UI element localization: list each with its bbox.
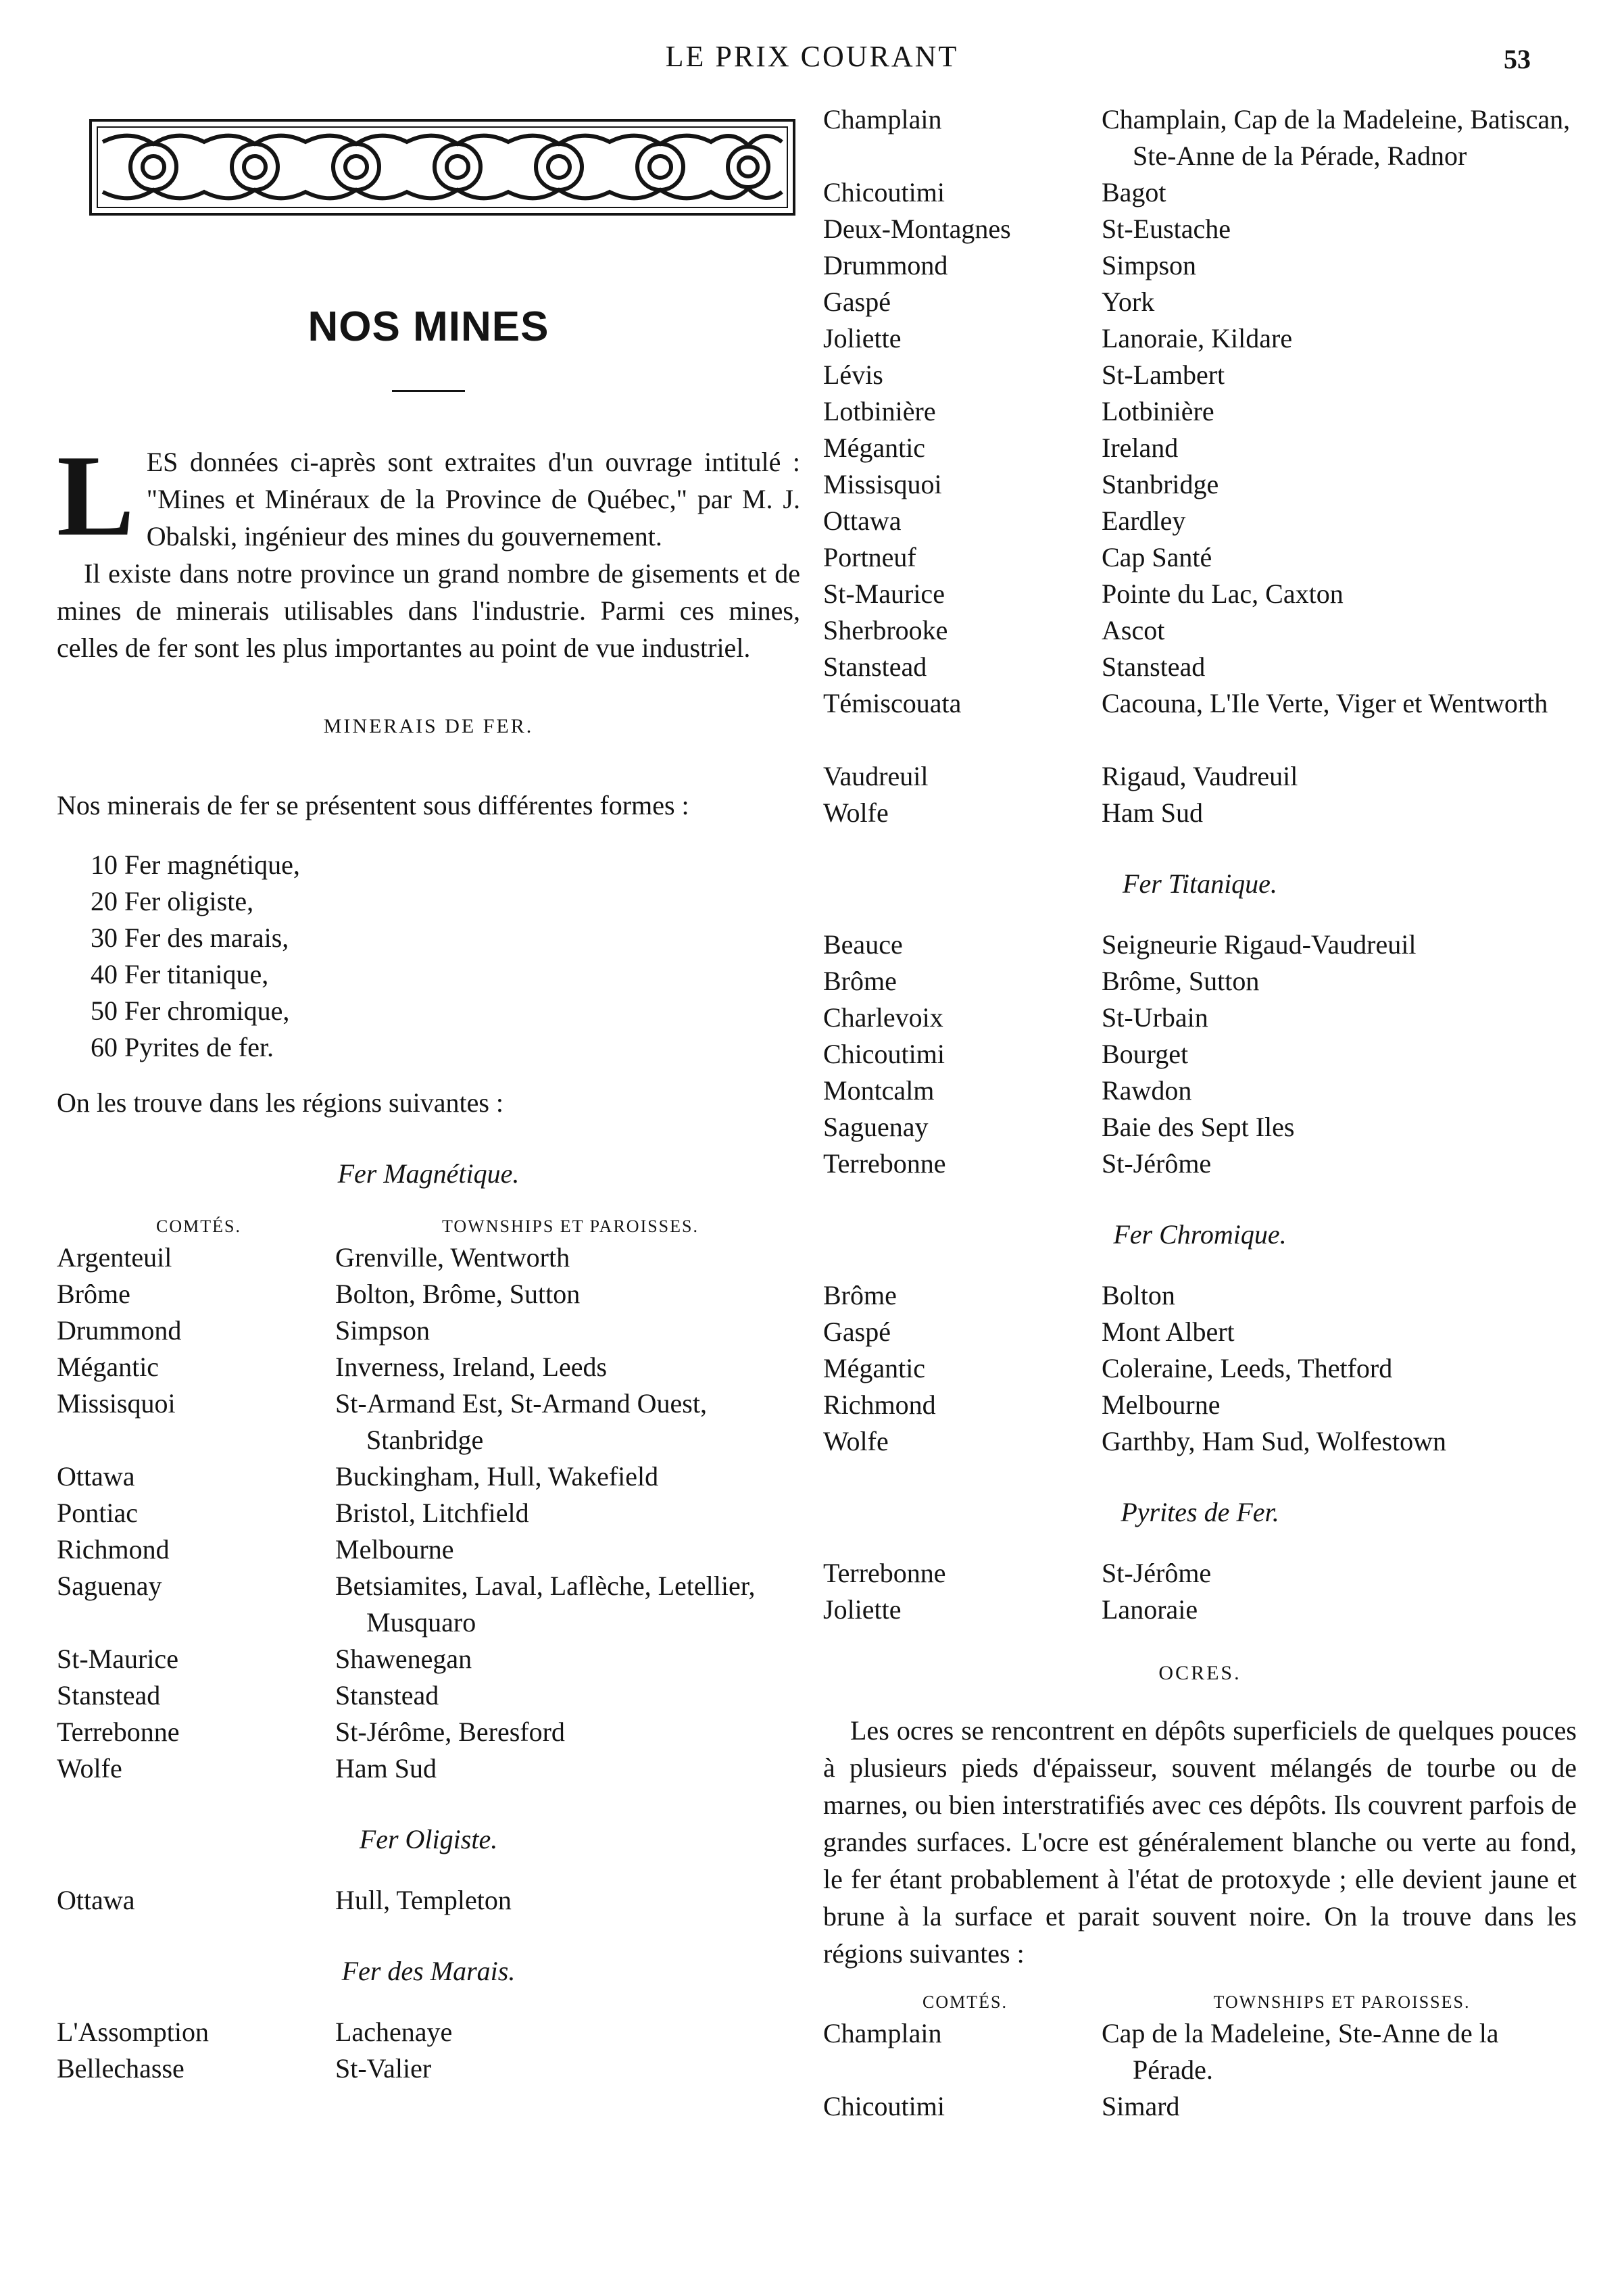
list-item: 50 Fer chromique, — [91, 995, 290, 1026]
township-cell: Pointe du Lac, Caxton — [1102, 579, 1344, 609]
township-cell: Ham Sud — [1102, 797, 1203, 828]
township-cell: Mont Albert — [1102, 1316, 1235, 1347]
county-cell: Mégantic — [823, 1353, 926, 1383]
township-cell: Ascot — [1102, 615, 1165, 645]
county-cell: Champlain — [823, 2018, 942, 2048]
table-row — [823, 1000, 1416, 1036]
table-row — [823, 284, 1577, 320]
ocres-heading: OCRES. — [1158, 1662, 1241, 1684]
spacer-row — [823, 722, 1577, 758]
township-cell: St-Valier — [335, 2053, 432, 2084]
table-row — [823, 1350, 1446, 1387]
fer-chromique-table — [823, 1277, 1446, 1460]
ornamental-header-band — [89, 115, 795, 220]
county-cell: Missisquoi — [57, 1388, 176, 1419]
table-row — [823, 1555, 1211, 1592]
township-cell: St-Jérôme — [1102, 1558, 1212, 1588]
township-cell: Ireland — [1102, 433, 1179, 463]
township-cell: Garthby, Ham Sud, Wolfestown — [1102, 1426, 1447, 1456]
county-cell: Terrebonne — [823, 1558, 946, 1588]
column-headings — [57, 1216, 800, 1237]
county-cell: Terrebonne — [823, 1148, 946, 1179]
list-item: 30 Fer des marais, — [91, 922, 289, 953]
county-cell: Drummond — [57, 1315, 182, 1346]
table-row — [57, 1714, 800, 1750]
fer-magnetique-table-left — [57, 1239, 800, 1787]
county-cell: Mégantic — [57, 1352, 159, 1382]
right-column — [823, 101, 1577, 2125]
table-row — [823, 795, 1577, 831]
township-cell: York — [1102, 287, 1155, 317]
table-row — [57, 1531, 800, 1568]
township-cell: Buckingham, Hull, Wakefield — [335, 1461, 659, 1492]
county-cell: Bellechasse — [57, 2053, 184, 2084]
township-cell: Simpson — [335, 1315, 430, 1346]
table-row — [823, 927, 1416, 963]
minerais-heading: MINERAIS DE FER. — [323, 715, 534, 737]
table-row — [57, 1882, 512, 1919]
county-cell: Terrebonne — [57, 1717, 180, 1747]
county-cell: Wolfe — [57, 1753, 122, 1783]
township-cell: Champlain, Cap de la Madeleine, Batiscan, Ste-Anne de la Pérade, Radnor — [1102, 104, 1571, 171]
table-row — [823, 1146, 1416, 1182]
table-row — [823, 685, 1577, 722]
township-cell: Bristol, Litchfield — [335, 1498, 529, 1528]
forms-list — [91, 847, 800, 1066]
table-row — [823, 466, 1577, 503]
township-cell: Baie des Sept Iles — [1102, 1112, 1295, 1142]
township-cell: St-Jérôme, Beresford — [335, 1717, 565, 1747]
running-header-title: LE PRIX COURANT — [665, 40, 959, 73]
table-row — [823, 576, 1577, 612]
township-cell: St-Lambert — [1102, 360, 1225, 390]
township-cell: Shawenegan — [335, 1644, 472, 1674]
fer-chromique-heading: Fer Chromique. — [1113, 1219, 1287, 1250]
county-cell: Témiscouata — [823, 688, 962, 718]
county-cell: Stanstead — [57, 1680, 161, 1710]
township-cell: Melbourne — [1102, 1389, 1221, 1420]
township-cell: Ham Sud — [335, 1753, 437, 1783]
counties-heading: COMTÉS. — [156, 1216, 241, 1236]
table-row — [823, 1592, 1211, 1628]
county-cell: St-Maurice — [823, 579, 945, 609]
township-cell: St-Eustache — [1102, 214, 1231, 244]
table-row — [57, 1276, 800, 1312]
county-cell: Gaspé — [823, 1316, 891, 1347]
table-row — [823, 1109, 1416, 1146]
table-row — [57, 1239, 800, 1276]
county-cell: L'Assomption — [57, 2017, 209, 2047]
ocres-column-headings — [823, 1992, 1577, 2013]
ocres-paragraph: Les ocres se rencontrent en dépôts superficiels de quelques pouces à plusieurs pieds d'épaisseur, souvent mélangés de tourbe ou de marnes, ou bien interstratifiés avec ces dépôts. Ils couvrent parfois de grandes surfaces. L'ocre est généralement blanche ou verte au fond, le fer étant probablement à l'état de protoxyde ; elle devient jaune et brune à la surface et parait souvent noire. On la trouve dans les régions suivantes : — [823, 1715, 1577, 1969]
township-cell: Rawdon — [1102, 1075, 1192, 1106]
fer-des-marais-heading: Fer des Marais. — [341, 1956, 516, 1986]
county-cell: Joliette — [823, 323, 902, 353]
table-row — [57, 2014, 452, 2050]
table-row — [57, 1568, 800, 1641]
township-cell: Simpson — [1102, 250, 1197, 280]
regions-intro: On les trouve dans les régions suivantes : — [57, 1087, 503, 1118]
intro-text: ES données ci-après sont extraites d'un ouvrage intitulé : "Mines et Minéraux de la Province de Québec," par M. J. Obalski, ingénieur des mines du gouvernement. — [146, 447, 800, 551]
fer-oligiste-heading: Fer Oligiste. — [359, 1824, 498, 1854]
table-row — [823, 612, 1577, 649]
county-cell: Beauce — [823, 929, 903, 960]
table-row — [823, 320, 1577, 357]
table-row — [823, 2088, 1577, 2125]
township-cell: Cap de la Madeleine, Ste-Anne de la Pérade. — [1102, 2018, 1499, 2085]
township-cell: Bolton, Brôme, Sutton — [335, 1279, 581, 1309]
county-cell: Brôme — [823, 966, 897, 996]
township-cell: Eardley — [1102, 506, 1186, 536]
township-cell: Stanbridge — [1102, 469, 1219, 499]
table-row — [57, 1641, 800, 1677]
township-cell: Hull, Templeton — [335, 1885, 512, 1915]
table-row — [57, 2050, 452, 2087]
township-cell: Betsiamites, Laval, Laflèche, Letellier, Musquaro — [335, 1571, 756, 1638]
page-number: 53 — [1504, 44, 1531, 74]
county-cell: Wolfe — [823, 1426, 889, 1456]
county-cell: Saguenay — [823, 1112, 929, 1142]
list-item: 20 Fer oligiste, — [91, 886, 254, 916]
table-row — [823, 2015, 1577, 2088]
left-column — [57, 115, 800, 2087]
township-cell: Simard — [1102, 2091, 1180, 2121]
table-row — [823, 1387, 1446, 1423]
list-item: 40 Fer titanique, — [91, 959, 269, 989]
county-cell: Mégantic — [823, 433, 926, 463]
county-cell: Ottawa — [57, 1885, 135, 1915]
table-row — [823, 1073, 1416, 1109]
table-row — [57, 1312, 800, 1349]
list-item: 60 Pyrites de fer. — [91, 1032, 274, 1062]
township-cell: Rigaud, Vaudreuil — [1102, 761, 1298, 791]
county-cell: Richmond — [823, 1389, 936, 1420]
township-cell: Bagot — [1102, 177, 1166, 207]
county-cell: Stanstead — [823, 651, 927, 682]
table-row — [823, 247, 1577, 284]
county-cell: Brôme — [823, 1280, 897, 1310]
county-cell: Lotbinière — [823, 396, 936, 426]
township-cell: St-Jérôme — [1102, 1148, 1212, 1179]
county-cell: Ottawa — [823, 506, 902, 536]
table-row — [57, 1750, 800, 1787]
table-row — [823, 1314, 1446, 1350]
fer-titanique-heading: Fer Titanique. — [1123, 868, 1277, 899]
township-cell: Lanoraie — [1102, 1594, 1198, 1625]
fer-titanique-table — [823, 927, 1416, 1182]
county-cell: Chicoutimi — [823, 2091, 945, 2121]
county-cell: Portneuf — [823, 542, 916, 572]
township-cell: Bourget — [1102, 1039, 1189, 1069]
table-row — [823, 758, 1577, 795]
township-cell: Grenville, Wentworth — [335, 1242, 570, 1273]
counties-heading: COMTÉS. — [922, 1992, 1008, 2012]
county-cell: Vaudreuil — [823, 761, 929, 791]
table-row — [57, 1458, 800, 1495]
intro-paragraph-2: Il existe dans notre province un grand nombre de gisements et de mines de minerais utilisables dans l'industrie. Parmi ces mines, celles de fer sont les plus importantes au point de vue industriel. — [57, 558, 800, 663]
table-row — [823, 101, 1577, 174]
township-cell: St-Armand Est, St-Armand Ouest, Stanbridge — [335, 1388, 707, 1455]
table-row — [823, 1277, 1446, 1314]
county-cell: Champlain — [823, 104, 942, 134]
township-cell: Melbourne — [335, 1534, 454, 1565]
pyrites-table — [823, 1555, 1211, 1628]
table-row — [57, 1495, 800, 1531]
table-row — [57, 1349, 800, 1385]
county-cell: Chicoutimi — [823, 177, 945, 207]
county-cell: Saguenay — [57, 1571, 162, 1601]
township-cell: Lotbinière — [1102, 396, 1214, 426]
table-row — [823, 503, 1577, 539]
townships-heading: TOWNSHIPS ET PAROISSES. — [441, 1216, 699, 1236]
table-row — [823, 963, 1416, 1000]
fer-magnetique-heading: Fer Magnétique. — [337, 1158, 520, 1189]
list-item: 10 Fer magnétique, — [91, 850, 300, 880]
table-row — [57, 1385, 800, 1458]
table-row — [823, 1036, 1416, 1073]
township-cell: Stanstead — [1102, 651, 1206, 682]
township-cell: Cacouna, L'Ile Verte, Viger et Wentworth — [1102, 688, 1548, 718]
table-row — [823, 1423, 1446, 1460]
township-cell: Lachenaye — [335, 2017, 453, 2047]
table-row — [823, 174, 1577, 211]
table-row — [823, 430, 1577, 466]
township-cell: Stanstead — [335, 1680, 439, 1710]
table-row — [823, 393, 1577, 430]
county-cell: Argenteuil — [57, 1242, 172, 1273]
county-cell: Gaspé — [823, 287, 891, 317]
fer-magnetique-table-right — [823, 101, 1577, 831]
county-cell: Joliette — [823, 1594, 902, 1625]
township-cell: Cap Santé — [1102, 542, 1212, 572]
township-cell: Brôme, Sutton — [1102, 966, 1260, 996]
county-cell: Wolfe — [823, 797, 889, 828]
county-cell: Lévis — [823, 360, 883, 390]
county-cell: Deux-Montagnes — [823, 214, 1011, 244]
county-cell: Charlevoix — [823, 1002, 943, 1033]
table-row — [57, 1677, 800, 1714]
pyrites-heading: Pyrites de Fer. — [1121, 1497, 1279, 1527]
title-rule — [392, 390, 465, 392]
fer-des-marais-table — [57, 2014, 452, 2087]
townships-heading: TOWNSHIPS ET PAROISSES. — [1213, 1992, 1471, 2012]
township-cell: Inverness, Ireland, Leeds — [335, 1352, 608, 1382]
ocres-table — [823, 2015, 1577, 2125]
table-row — [823, 649, 1577, 685]
township-cell: Seigneurie Rigaud-Vaudreuil — [1102, 929, 1417, 960]
intro-paragraph-block — [57, 443, 800, 666]
county-cell: Missisquoi — [823, 469, 942, 499]
county-cell: Ottawa — [57, 1461, 135, 1492]
county-cell: Pontiac — [57, 1498, 138, 1528]
county-cell: Montcalm — [823, 1075, 935, 1106]
article-title: NOS MINES — [307, 303, 549, 350]
township-cell: St-Urbain — [1102, 1002, 1208, 1033]
county-cell: Brôme — [57, 1279, 130, 1309]
drop-cap: L — [57, 443, 134, 560]
forms-intro: Nos minerais de fer se présentent sous différentes formes : — [57, 790, 689, 820]
county-cell: Drummond — [823, 250, 948, 280]
fer-oligiste-table — [57, 1882, 512, 1919]
township-cell: Bolton — [1102, 1280, 1175, 1310]
county-cell: St-Maurice — [57, 1644, 178, 1674]
table-row — [823, 357, 1577, 393]
table-row — [823, 211, 1577, 247]
intro-paragraph — [57, 443, 800, 560]
county-cell: Richmond — [57, 1534, 170, 1565]
township-cell: Lanoraie, Kildare — [1102, 323, 1293, 353]
county-cell: Chicoutimi — [823, 1039, 945, 1069]
county-cell: Sherbrooke — [823, 615, 948, 645]
table-row — [823, 539, 1577, 576]
township-cell: Coleraine, Leeds, Thetford — [1102, 1353, 1393, 1383]
